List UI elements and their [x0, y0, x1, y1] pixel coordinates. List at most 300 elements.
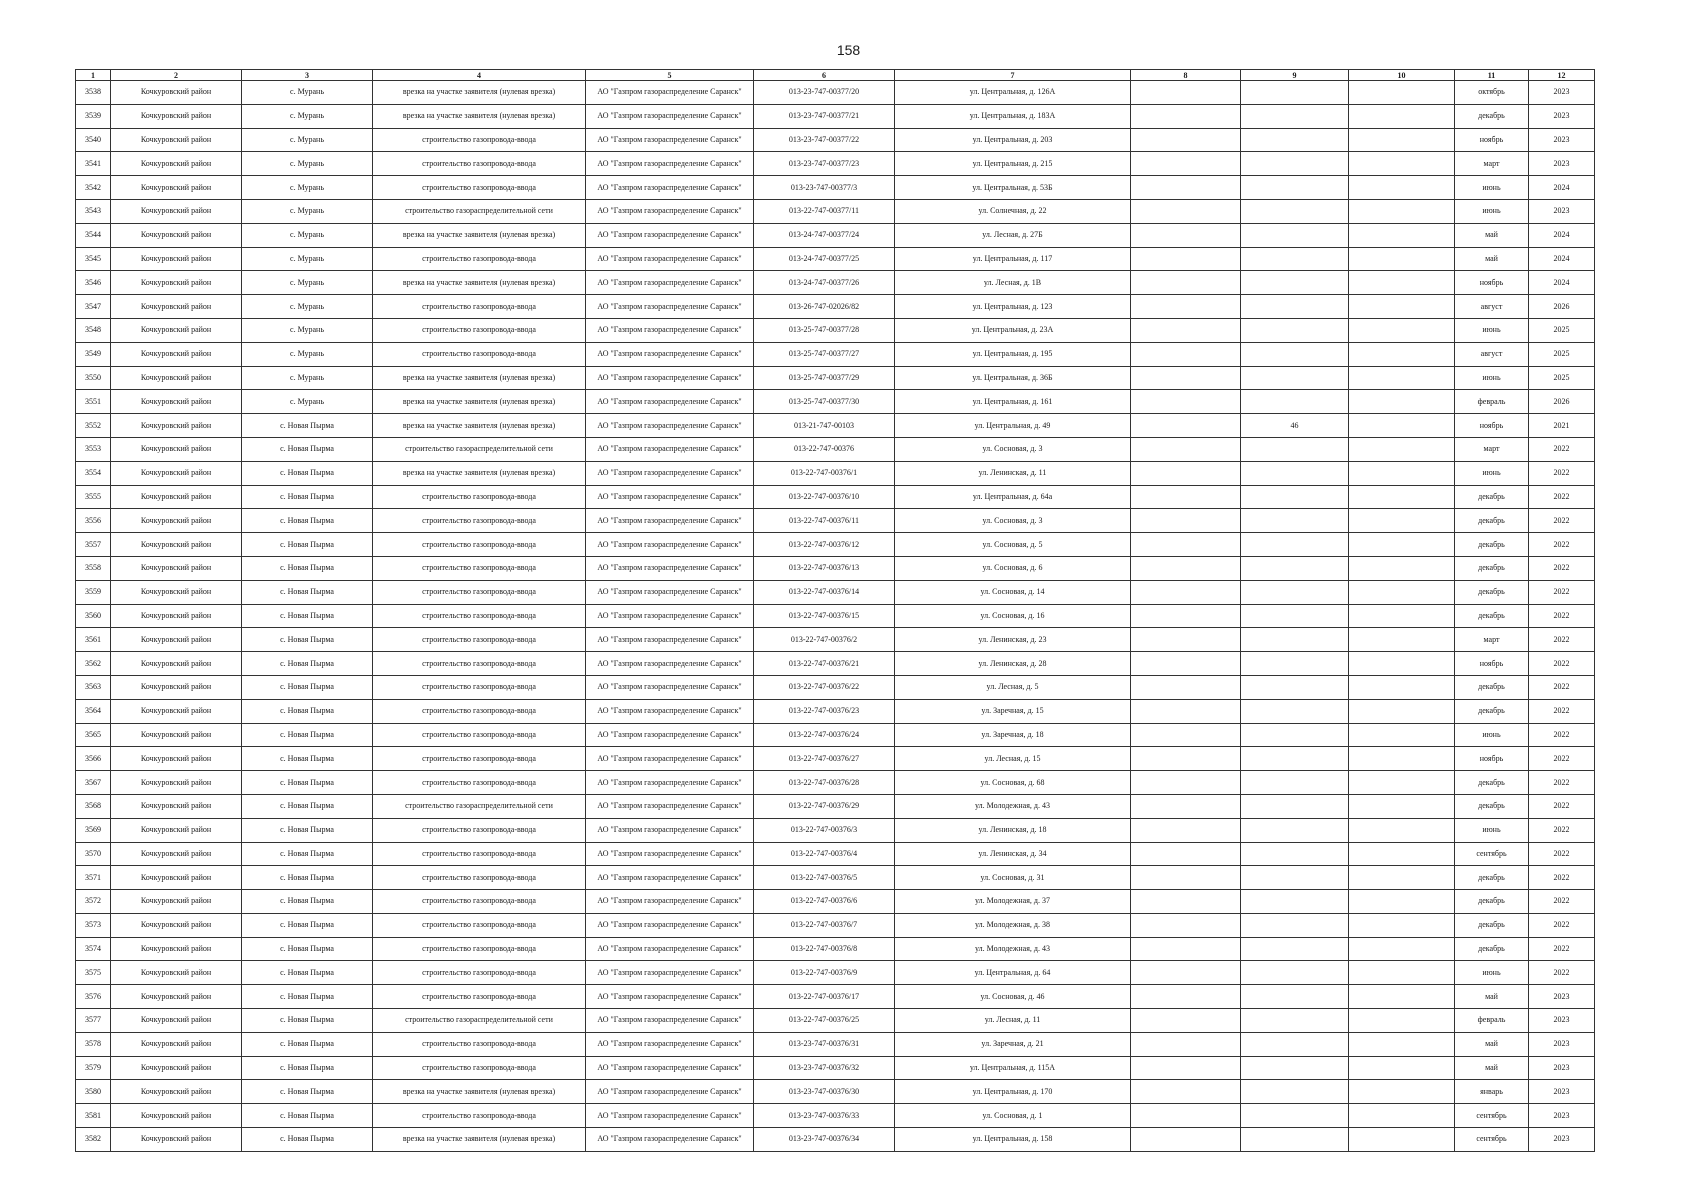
table-cell-col-11: декабрь [1455, 699, 1529, 723]
table-cell-col-7: ул. Заречная, д. 18 [895, 723, 1131, 747]
table-cell-col-4: строительство газопровода-ввода [373, 890, 586, 914]
table-cell-col-9 [1241, 818, 1349, 842]
table-cell-col-5: АО "Газпром газораспределение Саранск" [586, 104, 754, 128]
table-cell-col-8 [1131, 318, 1241, 342]
table-cell-col-8 [1131, 461, 1241, 485]
table-cell-col-1: 3558 [76, 556, 111, 580]
table-cell-col-2: Кочкуровский район [111, 1009, 242, 1033]
table-cell-col-3: с. Новая Пырма [242, 1080, 373, 1104]
table-cell-col-2: Кочкуровский район [111, 747, 242, 771]
table-cell-col-11: июнь [1455, 176, 1529, 200]
table-cell-col-4: строительство газопровода-ввода [373, 1104, 586, 1128]
table-cell-col-3: с. Мурань [242, 176, 373, 200]
table-cell-col-12: 2024 [1529, 247, 1595, 271]
table-row [76, 437, 1595, 461]
table-cell-col-9 [1241, 937, 1349, 961]
table-cell-col-3: с. Новая Пырма [242, 628, 373, 652]
table-cell-col-2: Кочкуровский район [111, 842, 242, 866]
table-cell-col-11: декабрь [1455, 485, 1529, 509]
table-cell-col-7: ул. Сосновая, д. 3 [895, 509, 1131, 533]
table-cell-col-12: 2022 [1529, 937, 1595, 961]
table-cell-col-11: май [1455, 1032, 1529, 1056]
table-cell-col-7: ул. Центральная, д. 215 [895, 152, 1131, 176]
table-cell-col-9 [1241, 675, 1349, 699]
table-cell-col-7: ул. Центральная, д. 64а [895, 485, 1131, 509]
table-cell-col-6: 013-26-747-02026/82 [754, 295, 895, 319]
column-header-1: 1 [76, 70, 111, 81]
table-cell-col-5: АО "Газпром газораспределение Саранск" [586, 295, 754, 319]
table-cell-col-7: ул. Сосновая, д. 31 [895, 866, 1131, 890]
table-cell-col-4: строительство газопровода-ввода [373, 1032, 586, 1056]
table-cell-col-2: Кочкуровский район [111, 414, 242, 438]
table-cell-col-10 [1349, 771, 1455, 795]
table-row [76, 318, 1595, 342]
table-cell-col-9 [1241, 1056, 1349, 1080]
table-cell-col-7: ул. Центральная, д. 53Б [895, 176, 1131, 200]
table-cell-col-11: июнь [1455, 366, 1529, 390]
table-cell-col-1: 3561 [76, 628, 111, 652]
table-cell-col-4: строительство газопровода-ввода [373, 580, 586, 604]
table-cell-col-1: 3581 [76, 1104, 111, 1128]
table-cell-col-6: 013-22-747-00376/12 [754, 533, 895, 557]
table-cell-col-5: АО "Газпром газораспределение Саранск" [586, 890, 754, 914]
table-cell-col-11: июнь [1455, 818, 1529, 842]
table-cell-col-12: 2023 [1529, 81, 1595, 105]
table-cell-col-4: строительство газопровода-ввода [373, 1056, 586, 1080]
table-cell-col-7: ул. Молодежная, д. 37 [895, 890, 1131, 914]
table-cell-col-11: декабрь [1455, 866, 1529, 890]
document-table [75, 69, 1595, 1152]
table-cell-col-6: 013-22-747-00376/28 [754, 771, 895, 795]
table-cell-col-10 [1349, 866, 1455, 890]
table-cell-col-10 [1349, 628, 1455, 652]
column-header-12: 12 [1529, 70, 1595, 81]
table-cell-col-4: строительство газопровода-ввода [373, 247, 586, 271]
table-cell-col-7: ул. Центральная, д. 126А [895, 81, 1131, 105]
table-cell-col-1: 3570 [76, 842, 111, 866]
table-row [76, 199, 1595, 223]
table-cell-col-5: АО "Газпром газораспределение Саранск" [586, 223, 754, 247]
table-cell-col-3: с. Новая Пырма [242, 461, 373, 485]
table-row [76, 723, 1595, 747]
table-cell-col-12: 2021 [1529, 414, 1595, 438]
table-cell-col-5: АО "Газпром газораспределение Саранск" [586, 437, 754, 461]
table-cell-col-8 [1131, 699, 1241, 723]
table-cell-col-4: строительство газораспределительной сети [373, 1009, 586, 1033]
table-cell-col-10 [1349, 437, 1455, 461]
table-cell-col-3: с. Новая Пырма [242, 509, 373, 533]
table-cell-col-10 [1349, 390, 1455, 414]
table-cell-col-9 [1241, 1104, 1349, 1128]
table-row [76, 985, 1595, 1009]
table-cell-col-6: 013-22-747-00376/22 [754, 675, 895, 699]
table-cell-col-8 [1131, 723, 1241, 747]
table-cell-col-9 [1241, 295, 1349, 319]
table-cell-col-3: с. Новая Пырма [242, 818, 373, 842]
table-cell-col-5: АО "Газпром газораспределение Саранск" [586, 509, 754, 533]
table-cell-col-6: 013-22-747-00376/23 [754, 699, 895, 723]
table-cell-col-3: с. Мурань [242, 271, 373, 295]
table-cell-col-9 [1241, 461, 1349, 485]
table-row [76, 1056, 1595, 1080]
table-cell-col-2: Кочкуровский район [111, 1080, 242, 1104]
table-cell-col-5: АО "Газпром газораспределение Саранск" [586, 152, 754, 176]
table-cell-col-7: ул. Сосновая, д. 1 [895, 1104, 1131, 1128]
table-cell-col-2: Кочкуровский район [111, 794, 242, 818]
table-cell-col-4: строительство газопровода-ввода [373, 675, 586, 699]
table-cell-col-12: 2022 [1529, 961, 1595, 985]
column-header-6: 6 [754, 70, 895, 81]
table-cell-col-5: АО "Газпром газораспределение Саранск" [586, 604, 754, 628]
table-cell-col-9 [1241, 580, 1349, 604]
table-cell-col-10 [1349, 128, 1455, 152]
table-cell-col-2: Кочкуровский район [111, 866, 242, 890]
table-cell-col-1: 3569 [76, 818, 111, 842]
table-cell-col-4: строительство газопровода-ввода [373, 628, 586, 652]
table-cell-col-6: 013-22-747-00376/24 [754, 723, 895, 747]
table-cell-col-5: АО "Газпром газораспределение Саранск" [586, 247, 754, 271]
table-cell-col-1: 3542 [76, 176, 111, 200]
table-cell-col-4: врезка на участке заявителя (нулевая врезка) [373, 390, 586, 414]
table-cell-col-12: 2022 [1529, 866, 1595, 890]
table-row [76, 675, 1595, 699]
table-cell-col-6: 013-23-747-00376/30 [754, 1080, 895, 1104]
table-cell-col-5: АО "Газпром газораспределение Саранск" [586, 771, 754, 795]
table-cell-col-1: 3548 [76, 318, 111, 342]
table-cell-col-1: 3582 [76, 1128, 111, 1152]
table-row [76, 128, 1595, 152]
table-cell-col-1: 3552 [76, 414, 111, 438]
table-cell-col-2: Кочкуровский район [111, 533, 242, 557]
table-cell-col-5: АО "Газпром газораспределение Саранск" [586, 414, 754, 438]
table-row [76, 842, 1595, 866]
table-cell-col-7: ул. Центральная, д. 36Б [895, 366, 1131, 390]
table-row [76, 390, 1595, 414]
table-cell-col-5: АО "Газпром газораспределение Саранск" [586, 128, 754, 152]
table-cell-col-4: врезка на участке заявителя (нулевая врезка) [373, 104, 586, 128]
table-cell-col-9 [1241, 771, 1349, 795]
table-cell-col-11: ноябрь [1455, 747, 1529, 771]
table-cell-col-2: Кочкуровский район [111, 1104, 242, 1128]
table-cell-col-5: АО "Газпром газораспределение Саранск" [586, 961, 754, 985]
table-cell-col-8 [1131, 866, 1241, 890]
table-cell-col-12: 2023 [1529, 152, 1595, 176]
table-cell-col-10 [1349, 580, 1455, 604]
table-cell-col-11: октябрь [1455, 81, 1529, 105]
table-cell-col-8 [1131, 342, 1241, 366]
table-cell-col-6: 013-22-747-00376/1 [754, 461, 895, 485]
table-cell-col-1: 3571 [76, 866, 111, 890]
table-cell-col-1: 3559 [76, 580, 111, 604]
table-cell-col-11: декабрь [1455, 509, 1529, 533]
table-cell-col-1: 3574 [76, 937, 111, 961]
table-row [76, 556, 1595, 580]
table-cell-col-3: с. Новая Пырма [242, 556, 373, 580]
table-cell-col-12: 2022 [1529, 818, 1595, 842]
table-cell-col-8 [1131, 675, 1241, 699]
table-row [76, 699, 1595, 723]
table-cell-col-1: 3572 [76, 890, 111, 914]
table-cell-col-11: август [1455, 342, 1529, 366]
table-cell-col-11: август [1455, 295, 1529, 319]
table-cell-col-5: АО "Газпром газораспределение Саранск" [586, 794, 754, 818]
table-cell-col-5: АО "Газпром газораспределение Саранск" [586, 1128, 754, 1152]
table-cell-col-1: 3546 [76, 271, 111, 295]
table-cell-col-12: 2022 [1529, 890, 1595, 914]
table-cell-col-6: 013-25-747-00377/30 [754, 390, 895, 414]
table-cell-col-6: 013-22-747-00376/10 [754, 485, 895, 509]
table-cell-col-9 [1241, 128, 1349, 152]
table-cell-col-11: ноябрь [1455, 271, 1529, 295]
table-cell-col-1: 3554 [76, 461, 111, 485]
table-cell-col-8 [1131, 152, 1241, 176]
table-cell-col-3: с. Новая Пырма [242, 723, 373, 747]
table-cell-col-4: строительство газопровода-ввода [373, 128, 586, 152]
table-cell-col-12: 2026 [1529, 295, 1595, 319]
table-cell-col-11: май [1455, 985, 1529, 1009]
table-cell-col-5: АО "Газпром газораспределение Саранск" [586, 937, 754, 961]
table-cell-col-8 [1131, 1056, 1241, 1080]
table-cell-col-4: строительство газопровода-ввода [373, 509, 586, 533]
table-cell-col-2: Кочкуровский район [111, 485, 242, 509]
table-cell-col-1: 3551 [76, 390, 111, 414]
table-cell-col-2: Кочкуровский район [111, 771, 242, 795]
table-cell-col-1: 3564 [76, 699, 111, 723]
table-cell-col-4: строительство газопровода-ввода [373, 604, 586, 628]
table-cell-col-7: ул. Лесная, д. 15 [895, 747, 1131, 771]
table-cell-col-5: АО "Газпром газораспределение Саранск" [586, 675, 754, 699]
table-cell-col-3: с. Мурань [242, 104, 373, 128]
table-cell-col-10 [1349, 414, 1455, 438]
table-cell-col-7: ул. Центральная, д. 170 [895, 1080, 1131, 1104]
table-cell-col-8 [1131, 890, 1241, 914]
table-cell-col-5: АО "Газпром газораспределение Саранск" [586, 318, 754, 342]
table-cell-col-3: с. Мурань [242, 199, 373, 223]
table-row [76, 81, 1595, 105]
table-cell-col-11: декабрь [1455, 937, 1529, 961]
table-cell-col-10 [1349, 556, 1455, 580]
table-cell-col-8 [1131, 104, 1241, 128]
table-cell-col-10 [1349, 723, 1455, 747]
table-cell-col-11: март [1455, 152, 1529, 176]
table-cell-col-10 [1349, 1104, 1455, 1128]
table-cell-col-2: Кочкуровский район [111, 580, 242, 604]
table-cell-col-12: 2023 [1529, 1056, 1595, 1080]
table-cell-col-9 [1241, 533, 1349, 557]
table-cell-col-5: АО "Газпром газораспределение Саранск" [586, 747, 754, 771]
table-cell-col-5: АО "Газпром газораспределение Саранск" [586, 533, 754, 557]
table-cell-col-10 [1349, 1032, 1455, 1056]
table-cell-col-6: 013-22-747-00376/29 [754, 794, 895, 818]
table-cell-col-4: строительство газопровода-ввода [373, 961, 586, 985]
table-row [76, 866, 1595, 890]
table-row [76, 771, 1595, 795]
table-cell-col-7: ул. Ленинская, д. 34 [895, 842, 1131, 866]
table-cell-col-12: 2022 [1529, 485, 1595, 509]
table-cell-col-11: март [1455, 628, 1529, 652]
table-cell-col-1: 3580 [76, 1080, 111, 1104]
table-cell-col-10 [1349, 652, 1455, 676]
table-cell-col-3: с. Новая Пырма [242, 485, 373, 509]
table-cell-col-6: 013-22-747-00376/5 [754, 866, 895, 890]
table-cell-col-6: 013-22-747-00376/6 [754, 890, 895, 914]
table-cell-col-8 [1131, 556, 1241, 580]
table-cell-col-2: Кочкуровский район [111, 318, 242, 342]
table-cell-col-4: строительство газопровода-ввода [373, 152, 586, 176]
table-cell-col-5: АО "Газпром газораспределение Саранск" [586, 485, 754, 509]
table-cell-col-10 [1349, 104, 1455, 128]
table-cell-col-7: ул. Сосновая, д. 5 [895, 533, 1131, 557]
table-cell-col-8 [1131, 509, 1241, 533]
table-row [76, 1104, 1595, 1128]
table-cell-col-1: 3545 [76, 247, 111, 271]
table-cell-col-3: с. Новая Пырма [242, 866, 373, 890]
table-cell-col-8 [1131, 437, 1241, 461]
column-header-9: 9 [1241, 70, 1349, 81]
table-cell-col-4: строительство газопровода-ввода [373, 699, 586, 723]
table-cell-col-5: АО "Газпром газораспределение Саранск" [586, 842, 754, 866]
table-cell-col-9 [1241, 342, 1349, 366]
table-cell-col-9 [1241, 961, 1349, 985]
table-cell-col-8 [1131, 1080, 1241, 1104]
table-cell-col-9 [1241, 628, 1349, 652]
table-cell-col-8 [1131, 1009, 1241, 1033]
table-cell-col-8 [1131, 199, 1241, 223]
table-cell-col-5: АО "Газпром газораспределение Саранск" [586, 271, 754, 295]
table-cell-col-5: АО "Газпром газораспределение Саранск" [586, 723, 754, 747]
table-cell-col-4: врезка на участке заявителя (нулевая врезка) [373, 223, 586, 247]
table-cell-col-10 [1349, 81, 1455, 105]
table-cell-col-6: 013-24-747-00377/24 [754, 223, 895, 247]
table-cell-col-2: Кочкуровский район [111, 675, 242, 699]
table-cell-col-10 [1349, 295, 1455, 319]
table-cell-col-12: 2022 [1529, 533, 1595, 557]
table-cell-col-8 [1131, 81, 1241, 105]
table-cell-col-11: май [1455, 223, 1529, 247]
table-cell-col-10 [1349, 747, 1455, 771]
table-cell-col-8 [1131, 913, 1241, 937]
table-cell-col-11: июнь [1455, 961, 1529, 985]
table-row [76, 152, 1595, 176]
table-cell-col-1: 3556 [76, 509, 111, 533]
table-cell-col-6: 013-22-747-00376/3 [754, 818, 895, 842]
table-cell-col-7: ул. Центральная, д. 195 [895, 342, 1131, 366]
table-cell-col-9 [1241, 1032, 1349, 1056]
table-row [76, 366, 1595, 390]
table-row [76, 1080, 1595, 1104]
table-cell-col-8 [1131, 1032, 1241, 1056]
table-cell-col-12: 2022 [1529, 604, 1595, 628]
table-cell-col-2: Кочкуровский район [111, 556, 242, 580]
table-cell-col-5: АО "Газпром газораспределение Саранск" [586, 461, 754, 485]
document-table-container [75, 69, 1594, 1152]
table-cell-col-11: ноябрь [1455, 652, 1529, 676]
table-cell-col-5: АО "Газпром газораспределение Саранск" [586, 1080, 754, 1104]
table-cell-col-8 [1131, 1128, 1241, 1152]
table-row [76, 533, 1595, 557]
table-row [76, 1128, 1595, 1152]
table-cell-col-8 [1131, 652, 1241, 676]
table-cell-col-2: Кочкуровский район [111, 152, 242, 176]
table-cell-col-8 [1131, 604, 1241, 628]
table-cell-col-4: врезка на участке заявителя (нулевая врезка) [373, 81, 586, 105]
table-row [76, 794, 1595, 818]
table-cell-col-3: с. Новая Пырма [242, 604, 373, 628]
table-cell-col-9 [1241, 842, 1349, 866]
table-cell-col-8 [1131, 533, 1241, 557]
table-cell-col-6: 013-23-747-00377/23 [754, 152, 895, 176]
table-cell-col-11: май [1455, 247, 1529, 271]
table-cell-col-11: декабрь [1455, 533, 1529, 557]
table-cell-col-10 [1349, 342, 1455, 366]
table-row [76, 1009, 1595, 1033]
table-cell-col-7: ул. Заречная, д. 21 [895, 1032, 1131, 1056]
table-row [76, 104, 1595, 128]
table-cell-col-2: Кочкуровский район [111, 366, 242, 390]
table-cell-col-8 [1131, 1104, 1241, 1128]
table-row [76, 414, 1595, 438]
table-row [76, 509, 1595, 533]
table-cell-col-1: 3549 [76, 342, 111, 366]
table-cell-col-7: ул. Центральная, д. 183А [895, 104, 1131, 128]
table-cell-col-6: 013-22-747-00376/25 [754, 1009, 895, 1033]
column-header-11: 11 [1455, 70, 1529, 81]
table-cell-col-12: 2022 [1529, 723, 1595, 747]
column-header-4: 4 [373, 70, 586, 81]
table-cell-col-9 [1241, 437, 1349, 461]
table-cell-col-8 [1131, 628, 1241, 652]
table-cell-col-8 [1131, 271, 1241, 295]
table-cell-col-6: 013-22-747-00376/13 [754, 556, 895, 580]
table-cell-col-10 [1349, 485, 1455, 509]
table-cell-col-3: с. Новая Пырма [242, 890, 373, 914]
table-cell-col-5: АО "Газпром газораспределение Саранск" [586, 580, 754, 604]
table-cell-col-9 [1241, 271, 1349, 295]
table-cell-col-3: с. Новая Пырма [242, 437, 373, 461]
column-header-8: 8 [1131, 70, 1241, 81]
table-cell-col-7: ул. Лесная, д. 11 [895, 1009, 1131, 1033]
table-cell-col-12: 2022 [1529, 794, 1595, 818]
table-cell-col-6: 013-22-747-00376/17 [754, 985, 895, 1009]
table-cell-col-11: январь [1455, 1080, 1529, 1104]
table-cell-col-11: сентябрь [1455, 1104, 1529, 1128]
table-cell-col-2: Кочкуровский район [111, 818, 242, 842]
table-cell-col-1: 3540 [76, 128, 111, 152]
table-cell-col-9 [1241, 223, 1349, 247]
table-cell-col-7: ул. Центральная, д. 117 [895, 247, 1131, 271]
table-cell-col-2: Кочкуровский район [111, 128, 242, 152]
table-cell-col-1: 3563 [76, 675, 111, 699]
table-cell-col-11: сентябрь [1455, 1128, 1529, 1152]
table-cell-col-4: строительство газораспределительной сети [373, 199, 586, 223]
table-cell-col-3: с. Новая Пырма [242, 961, 373, 985]
table-cell-col-10 [1349, 1080, 1455, 1104]
table-cell-col-12: 2023 [1529, 985, 1595, 1009]
table-cell-col-6: 013-22-747-00376/2 [754, 628, 895, 652]
table-cell-col-4: строительство газопровода-ввода [373, 342, 586, 366]
table-cell-col-11: июнь [1455, 199, 1529, 223]
table-cell-col-1: 3550 [76, 366, 111, 390]
table-cell-col-1: 3576 [76, 985, 111, 1009]
table-cell-col-10 [1349, 937, 1455, 961]
table-cell-col-7: ул. Ленинская, д. 28 [895, 652, 1131, 676]
table-cell-col-11: декабрь [1455, 104, 1529, 128]
table-cell-col-6: 013-22-747-00376/8 [754, 937, 895, 961]
table-cell-col-6: 013-23-747-00377/22 [754, 128, 895, 152]
table-cell-col-1: 3538 [76, 81, 111, 105]
table-cell-col-12: 2023 [1529, 1128, 1595, 1152]
table-cell-col-7: ул. Молодежная, д. 43 [895, 937, 1131, 961]
